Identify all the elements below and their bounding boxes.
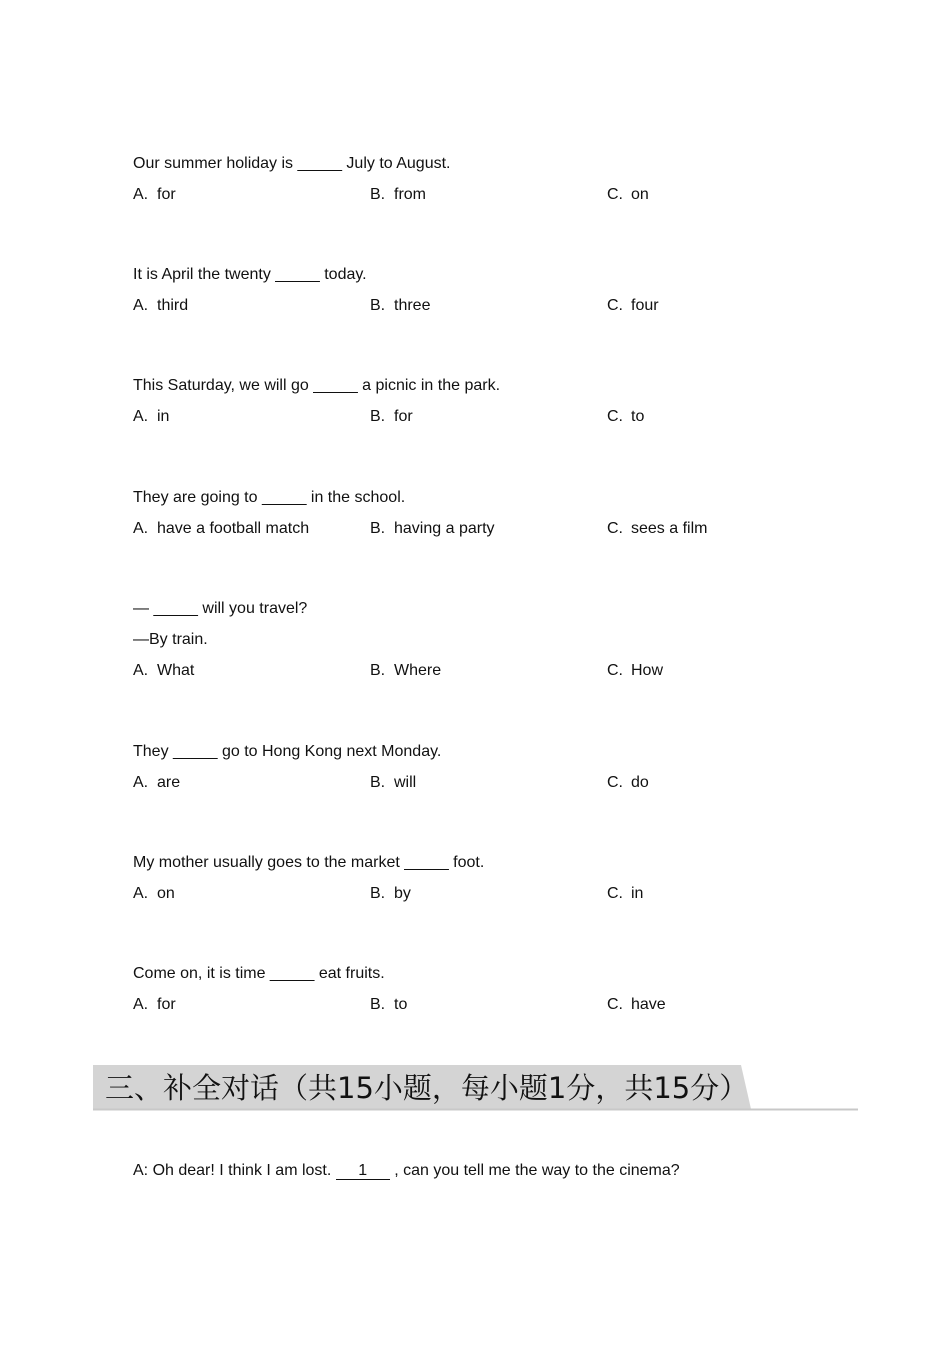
option-b: [370, 296, 430, 316]
option-a: [133, 661, 194, 681]
option-text: What: [157, 662, 195, 679]
option-label: C.: [607, 297, 623, 314]
option-b: [370, 884, 411, 904]
option-text: sees a film: [631, 520, 708, 537]
option-c: [607, 995, 666, 1015]
question-stem: They are going to _____ in the school.: [133, 489, 406, 506]
section-title: 三、补全对话（共15小题，每小题1分，共15分）: [105, 1071, 749, 1105]
option-a: [133, 296, 188, 316]
option-text: do: [631, 774, 649, 791]
option-text: having a party: [394, 520, 495, 537]
option-label: B.: [370, 996, 386, 1013]
dialogue-line: [133, 1161, 680, 1181]
option-text: by: [394, 885, 411, 902]
option-b: [370, 185, 426, 205]
blank-number: 1: [336, 1162, 390, 1180]
option-text: for: [394, 408, 413, 425]
option-b: [370, 407, 413, 427]
option-b: [370, 995, 407, 1015]
option-text: have a football match: [157, 520, 310, 537]
option-label: A.: [133, 774, 149, 791]
option-label: C.: [607, 774, 623, 791]
option-label: C.: [607, 520, 623, 537]
option-text: four: [631, 297, 659, 314]
option-a: [133, 995, 176, 1015]
option-text: on: [157, 885, 175, 902]
option-a: [133, 407, 169, 427]
option-text: How: [631, 662, 664, 679]
question-stem: My mother usually goes to the market _____ foot.: [133, 854, 485, 871]
option-label: A.: [133, 520, 149, 537]
question-stem-reply: —By train.: [133, 631, 208, 648]
question-stem: This Saturday, we will go _____ a picnic in the park.: [133, 377, 501, 394]
question-stem: Our summer holiday is _____ July to August.: [133, 155, 451, 172]
option-text: in: [157, 408, 170, 425]
option-label: B.: [370, 774, 386, 791]
option-a: [133, 519, 309, 539]
option-label: A.: [133, 885, 149, 902]
question-stem: They _____ go to Hong Kong next Monday.: [133, 743, 442, 760]
option-label: B.: [370, 297, 386, 314]
option-a: [133, 773, 180, 793]
option-label: B.: [370, 408, 386, 425]
section-header: [93, 1065, 858, 1111]
option-c: [607, 884, 643, 904]
option-label: A.: [133, 408, 149, 425]
option-label: C.: [607, 662, 623, 679]
option-c: [607, 519, 707, 539]
option-c: [607, 407, 644, 427]
option-c: [607, 185, 649, 205]
option-label: A.: [133, 297, 149, 314]
option-label: A.: [133, 662, 149, 679]
option-label: B.: [370, 186, 386, 203]
option-text: have: [631, 996, 666, 1013]
option-text: to: [394, 996, 408, 1013]
option-text: for: [157, 996, 176, 1013]
option-text: will: [394, 774, 417, 791]
option-a: [133, 185, 176, 205]
option-label: A.: [133, 186, 149, 203]
question-stem: It is April the twenty _____ today.: [133, 266, 367, 283]
option-text: in: [631, 885, 644, 902]
option-text: for: [157, 186, 176, 203]
option-text: third: [157, 297, 189, 314]
option-a: [133, 884, 175, 904]
option-label: C.: [607, 885, 623, 902]
option-label: B.: [370, 662, 386, 679]
option-label: C.: [607, 408, 623, 425]
option-b: [370, 519, 495, 539]
dialogue-line-prefix: A: Oh dear! I think I am lost.: [133, 1162, 336, 1179]
question-stem: — _____ will you travel?: [133, 600, 308, 617]
option-text: Where: [394, 662, 442, 679]
option-label: C.: [607, 186, 623, 203]
option-label: C.: [607, 996, 623, 1013]
option-text: to: [631, 408, 645, 425]
option-label: B.: [370, 520, 386, 537]
option-c: [607, 661, 663, 681]
option-c: [607, 773, 649, 793]
option-text: are: [157, 774, 181, 791]
option-text: on: [631, 186, 649, 203]
option-c: [607, 296, 659, 316]
option-label: B.: [370, 885, 386, 902]
option-text: three: [394, 297, 431, 314]
option-text: from: [394, 186, 426, 203]
dialogue-line-suffix: , can you tell me the way to the cinema?: [389, 1162, 680, 1179]
option-b: [370, 661, 441, 681]
question-stem: Come on, it is time _____ eat fruits.: [133, 965, 385, 982]
option-b: [370, 773, 416, 793]
option-label: A.: [133, 996, 149, 1013]
